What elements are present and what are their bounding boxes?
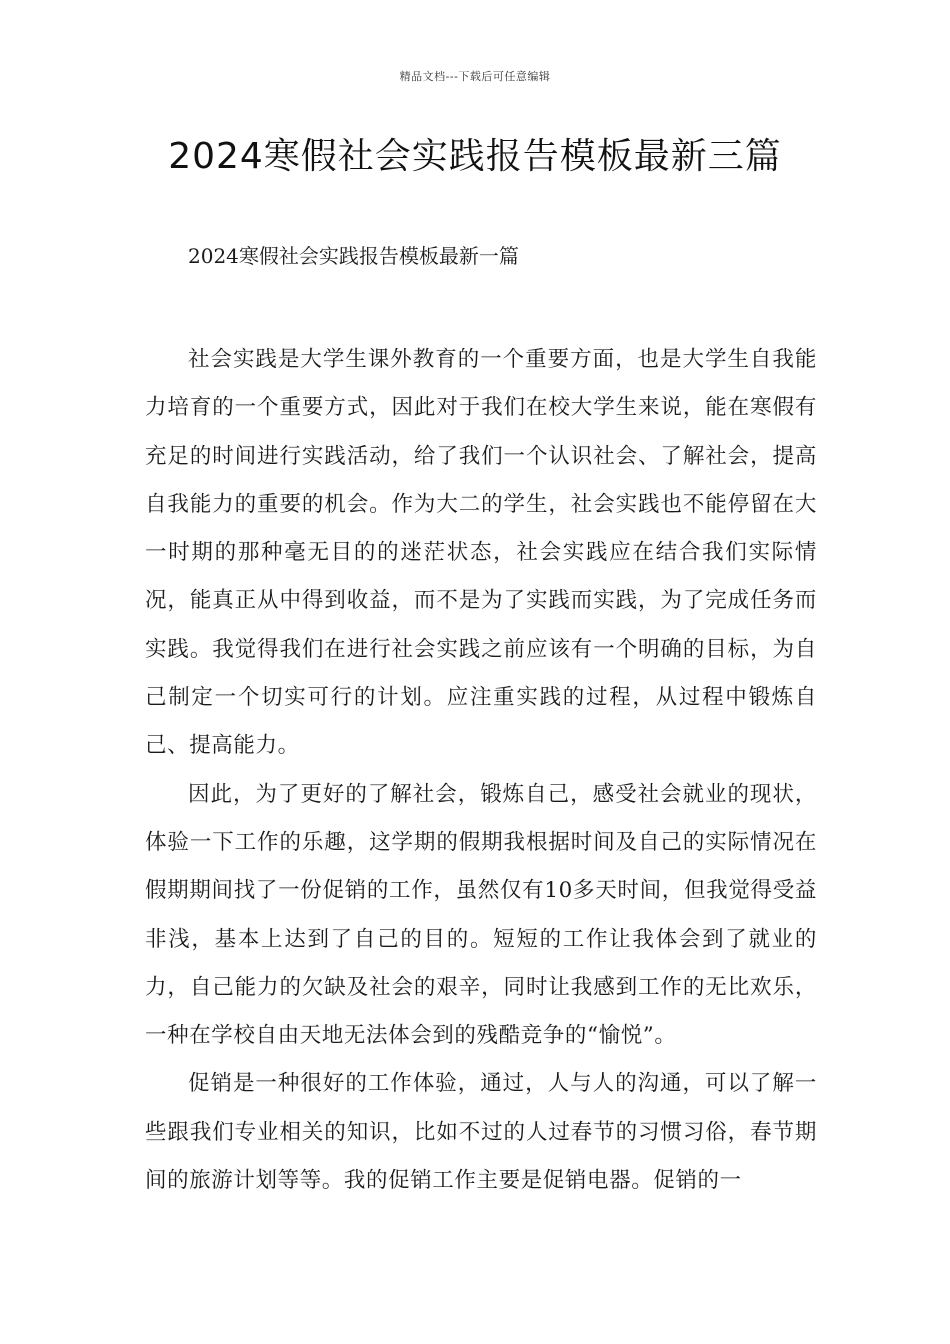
header-note: 精品文档---下载后可任意编辑	[399, 70, 551, 83]
paragraph: 因此，为了更好的了解社会，锻炼自己，感受社会就业的现状，体验一下工作的乐趣，这学期的假期我根据时间及自己的实际情况在假期期间找了一份促销的工作，虽然仅有10多天时间，但我觉得受益非浅，基本上达到了自己的目的。短短的工作让我体会到了就业的力，自己能力的欠缺及社会的艰辛，同时让我感到工作的无比欢乐，一种在学校自由天地无法体会到的残酷竞争的“愉悦”。	[145, 781, 817, 1049]
body-text	[145, 336, 817, 1205]
paragraph: 社会实践是大学生课外教育的一个重要方面，也是大学生自我能力培育的一个重要方式，因此对于我们在校大学生来说，能在寒假有充足的时间进行实践活动，给了我们一个认识社会、了解社会，提高自我能力的重要的机会。作为大二的学生，社会实践也不能停留在大一时期的那种毫无目的的迷茫状态，社会实践应在结合我们实际情况，能真正从中得到收益，而不是为了实践而实践，为了完成任务而实践。我觉得我们在进行社会实践之前应该有一个明确的目标，为自己制定一个切实可行的计划。应注重实践的过程，从过程中锻炼自己、提高能力。	[145, 347, 817, 759]
paragraph: 促销是一种很好的工作体验，通过，人与人的沟通，可以了解一些跟我们专业相关的知识，比如不过的人过春节的习惯习俗，春节期间的旅游计划等等。我的促销工作主要是促销电器。促销的一	[145, 1071, 817, 1194]
section-subtitle: 2024寒假社会实践报告模板最新一篇	[188, 244, 519, 268]
document-title: 2024寒假社会实践报告模板最新三篇	[168, 136, 782, 177]
